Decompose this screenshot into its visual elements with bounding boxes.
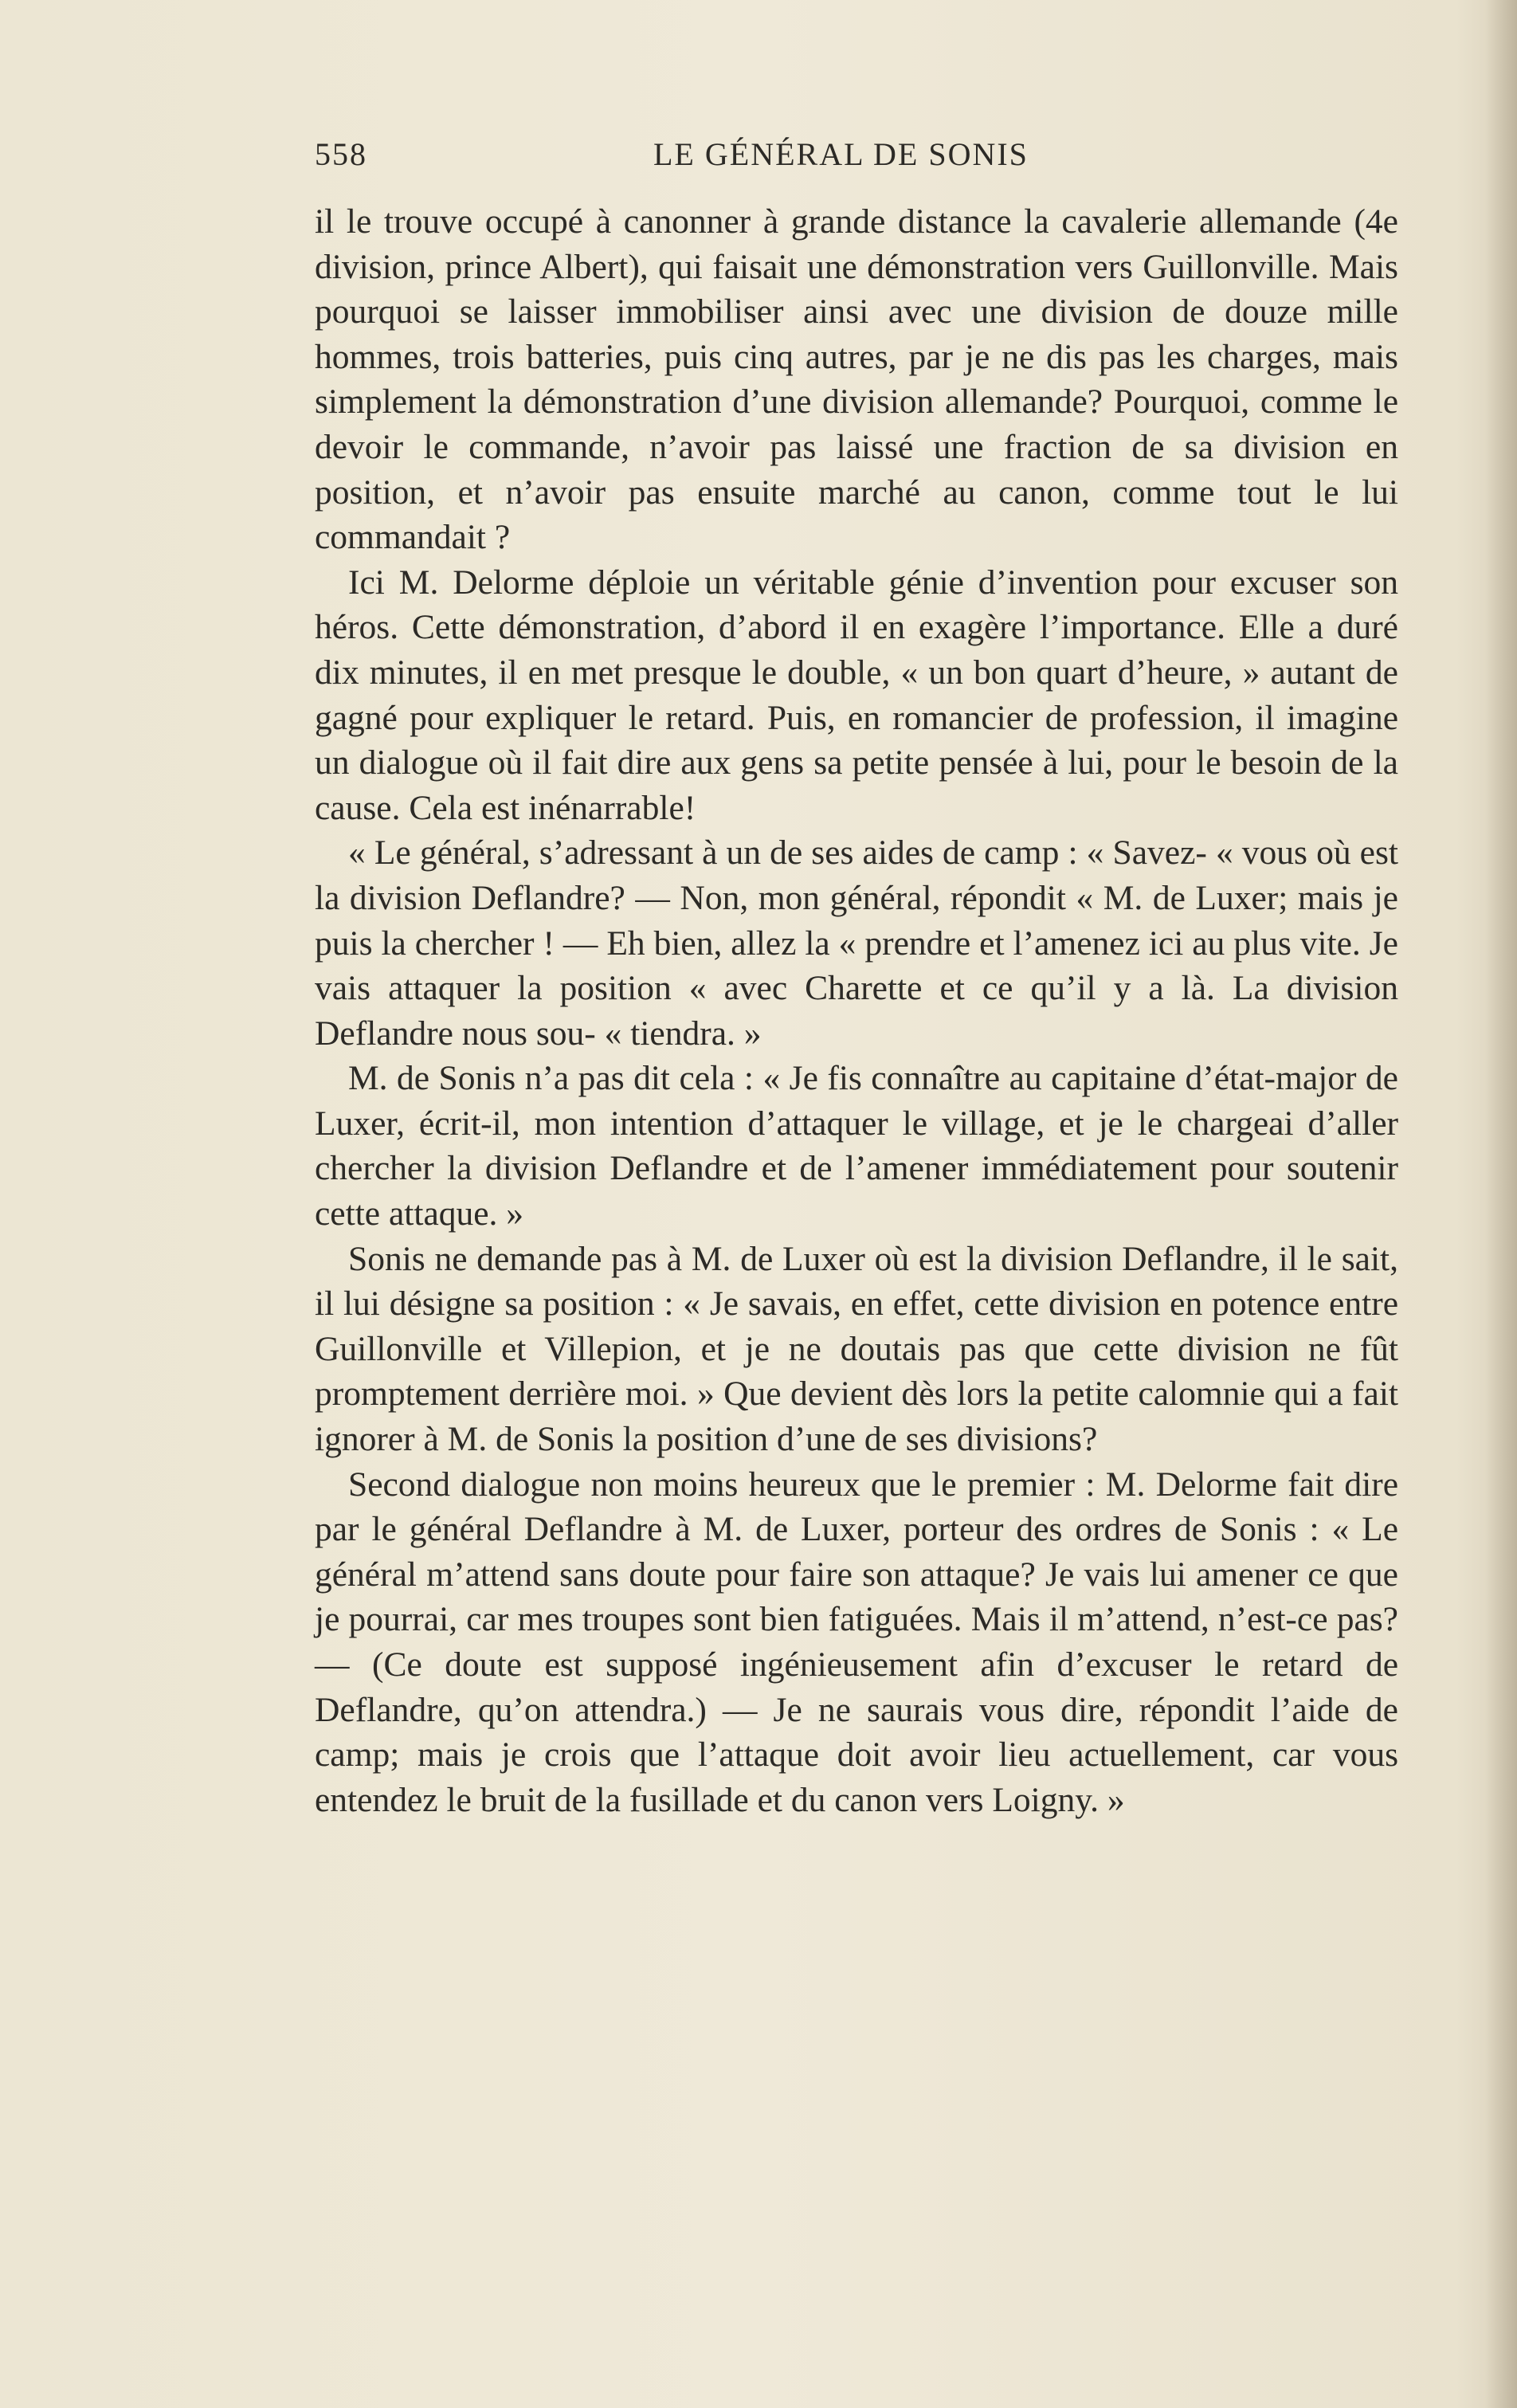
paragraph: M. de Sonis n’a pas dit cela : « Je fis connaître au capitaine d’état-major de Luxer, écrit-il, mon intention d’attaquer le village, et je le chargeai d’aller chercher la division Deflandre et de l’amener immédiatement pour soutenir cette attaque. » bbox=[315, 1059, 1398, 1233]
paragraph: il le trouve occupé à canonner à grande distance la cavalerie allemande (4e division, prince Albert), qui faisait une démonstration vers Guillonville. Mais pourquoi se laisser immobiliser ainsi avec une division de douze mille hommes, trois batteries, puis cinq autres, par je ne dis pas les charges, mais simplement la démonstration d’une division allemande? Pourquoi, comme le devoir le commande, n’avoir pas laissé une fraction de sa division en position, et n’avoir pas ensuite marché au canon, comme tout le lui commandait ? bbox=[315, 202, 1398, 557]
running-title: LE GÉNÉRAL DE SONIS bbox=[653, 136, 1029, 172]
page-header bbox=[315, 135, 1398, 183]
paragraph: Second dialogue non moins heureux que le premier : M. Delorme fait dire par le général Deflandre à M. de Luxer, porteur des ordres de Sonis : « Le général m’attend sans doute pour faire son attaque? Je vais lui amener ce que je pourrai, car mes troupes sont bien fatiguées. Mais il m’attend, n’est-ce pas? — (Ce doute est supposé ingénieusement afin d’excuser le retard de Deflandre, qu’on attendra.) — Je ne saurais vous dire, répondit l’aide de camp; mais je crois que l’attaque doit avoir lieu actuellement, car vous entendez le bruit de la fusillade et du canon vers Loigny. » bbox=[315, 1465, 1398, 1819]
paragraph: Ici M. Delorme déploie un véritable génie d’invention pour excuser son héros. Cette démonstration, d’abord il en exagère l’importance. Elle a duré dix minutes, il en met presque le double, « un bon quart d’heure, » autant de gagné pour expliquer le retard. Puis, en romancier de profession, il imagine un dialogue où il fait dire aux gens sa petite pensée à lui, pour le besoin de la cause. Cela est inénarrable! bbox=[315, 563, 1398, 827]
body-text bbox=[315, 199, 1398, 1822]
page-edge-shadow bbox=[1485, 0, 1517, 2408]
page-number: 558 bbox=[315, 136, 367, 172]
paragraph: Sonis ne demande pas à M. de Luxer où est la division Deflandre, il le sait, il lui désigne sa position : « Je savais, en effet, cette division en potence entre Guillonville et Villepion, et je ne doutais pas que cette division ne fût promptement derrière moi. » Que devient dès lors la petite calomnie qui a fait ignorer à M. de Sonis la position d’une de ses divisions? bbox=[315, 1239, 1398, 1459]
quoted-dialogue-paragraph: « Le général, s’adressant à un de ses aides de camp : « Savez- « vous où est la division Deflandre? — Non, mon général, répondit « M. de Luxer; mais je puis la chercher ! — Eh bien, allez la « prendre et l’amenez ici au plus vite. Je vais attaquer la position « avec Charette et ce qu’il y a là. La division Deflandre nous sou- « tiendra. » bbox=[315, 833, 1398, 1053]
